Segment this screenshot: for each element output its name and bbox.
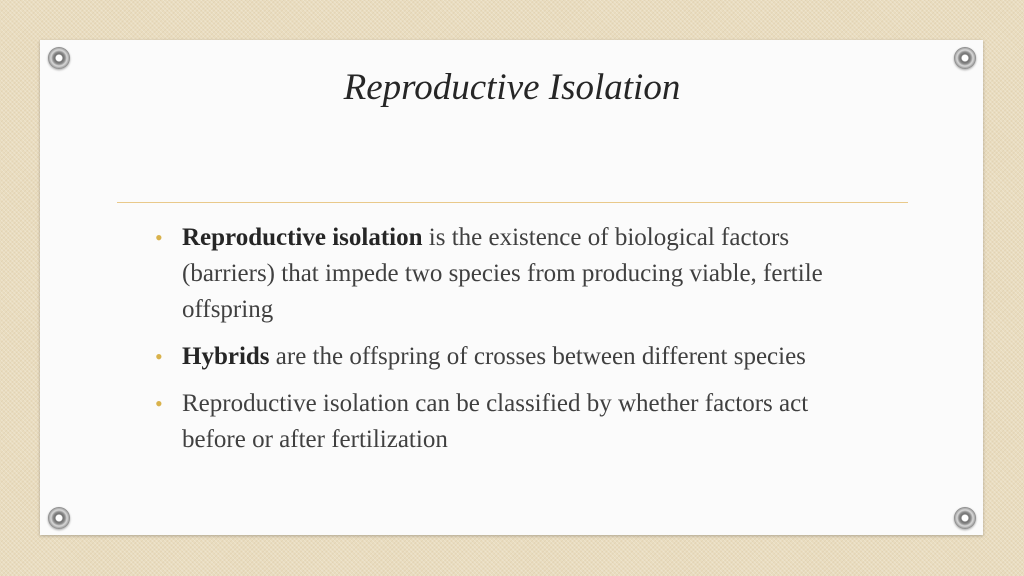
bullet-text: are the offspring of crosses between different species — [269, 343, 806, 370]
title-divider — [117, 202, 908, 203]
bullet-text: Reproductive isolation can be classified by whether factors act before or after fertilization — [182, 390, 809, 453]
bullet-bold-term: Hybrids — [182, 343, 270, 370]
bullet-icon: • — [155, 391, 163, 416]
bullet-item — [155, 386, 872, 458]
grommet-icon — [48, 507, 70, 529]
slide-title: Reproductive Isolation — [343, 67, 681, 108]
bullet-list — [155, 220, 872, 469]
bullet-bold-term: Reproductive isolation — [182, 224, 423, 251]
grommet-icon — [954, 507, 976, 529]
bullet-item — [155, 220, 872, 328]
bullet-icon: • — [155, 344, 163, 369]
bullet-icon: • — [155, 225, 163, 250]
bullet-item — [155, 339, 872, 375]
bullet-text: is the existence of biological factors (barriers) that impede two species from producing viable, fertile offspring — [182, 224, 823, 323]
